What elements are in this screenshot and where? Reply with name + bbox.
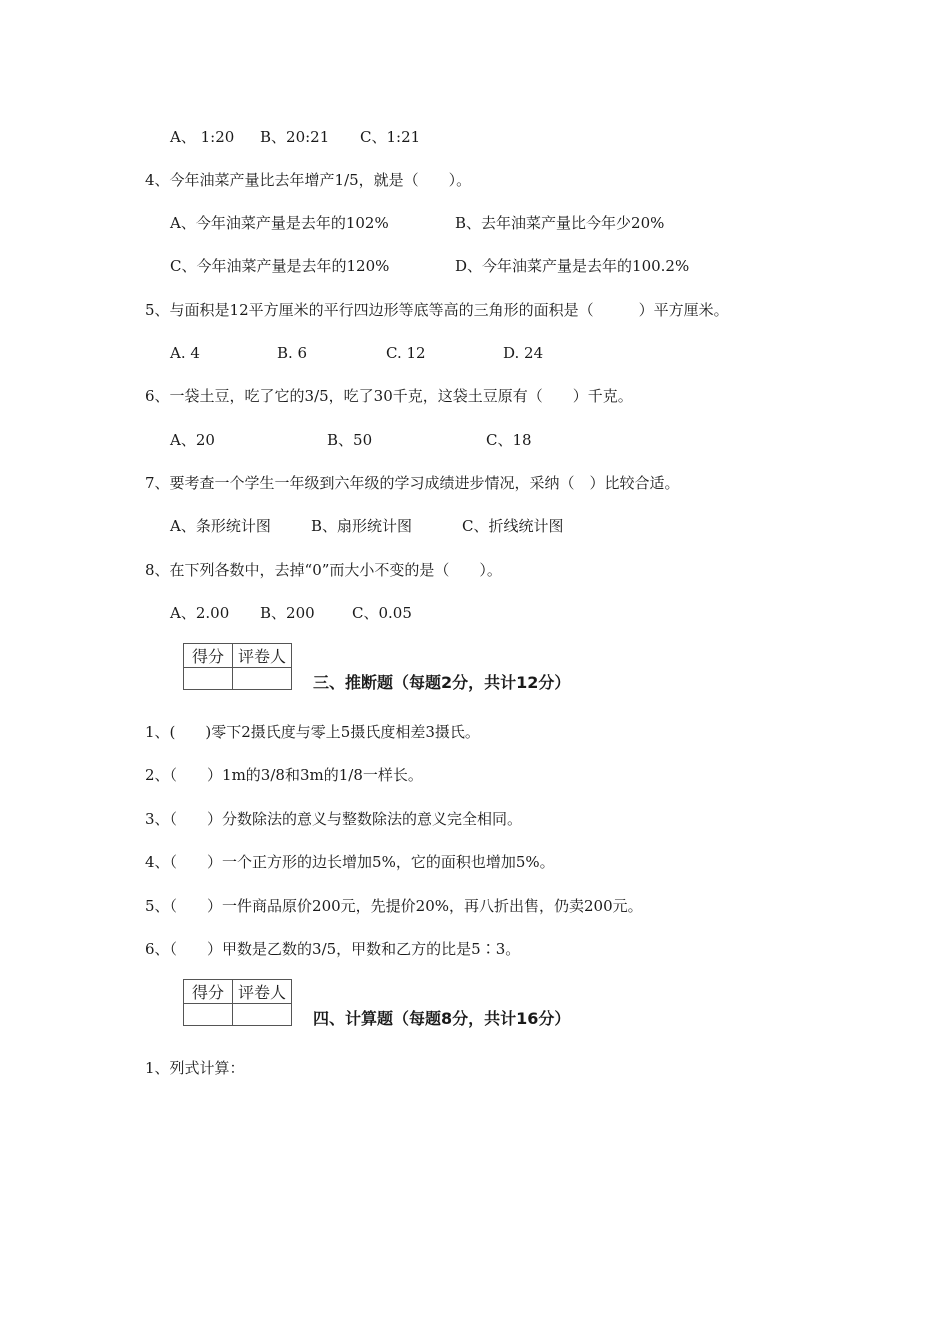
score-cell[interactable] xyxy=(184,1004,233,1026)
q8-text: 8、在下列各数中，去掉“0”而大小不变的是（ ）。 xyxy=(145,561,502,579)
q6-option-a: A、20 xyxy=(170,431,215,449)
q3-option-c: C、1:21 xyxy=(360,128,421,146)
grader-cell[interactable] xyxy=(233,1004,292,1026)
q4-option-a: A、今年油菜产量是去年的102% xyxy=(170,214,389,232)
q8-option-b: B、200 xyxy=(260,604,315,622)
score-cell[interactable] xyxy=(184,668,233,690)
q5-option-c: C. 12 xyxy=(386,344,426,362)
score-label: 得分 xyxy=(184,980,233,1004)
q6-option-c: C、18 xyxy=(486,431,532,449)
grader-label: 评卷人 xyxy=(233,644,292,668)
q5-option-a: A. 4 xyxy=(170,344,200,362)
q7-text: 7、要考查一个学生一年级到六年级的学习成绩进步情况，采纳（ ）比较合适。 xyxy=(145,474,680,492)
q4-option-b: B、去年油菜产量比今年少20% xyxy=(455,214,665,232)
q6-text: 6、一袋土豆，吃了它的3/5，吃了30千克，这袋土豆原有（ ）千克。 xyxy=(145,387,633,405)
section3-title: 三、推断题（每题2分，共计12分） xyxy=(313,673,571,692)
q5-option-d: D. 24 xyxy=(503,344,544,362)
grader-label: 评卷人 xyxy=(233,980,292,1004)
section3-item-1: 1、( )零下2摄氏度与零上5摄氏度相差3摄氏。 xyxy=(145,723,480,741)
q4-text: 4、今年油菜产量比去年增产1/5，就是（ ）。 xyxy=(145,171,472,189)
section3-item-2: 2、（ ）1m的3/8和3m的1/8一样长。 xyxy=(145,766,423,784)
q4-option-c: C、今年油菜产量是去年的120% xyxy=(170,257,390,275)
q8-option-a: A、2.00 xyxy=(170,604,230,622)
q3-option-b: B、20:21 xyxy=(260,128,330,146)
section3-item-4: 4、（ ）一个正方形的边长增加5%，它的面积也增加5%。 xyxy=(145,853,555,871)
section3-item-3: 3、（ ）分数除法的意义与整数除法的意义完全相同。 xyxy=(145,810,523,828)
section3-item-6: 6、（ ）甲数是乙数的3/5，甲数和乙方的比是5∶3。 xyxy=(145,940,521,958)
q7-option-a: A、条形统计图 xyxy=(170,517,271,535)
score-box-section4 xyxy=(183,979,292,1026)
q8-option-c: C、0.05 xyxy=(352,604,412,622)
section4-title: 四、计算题（每题8分，共计16分） xyxy=(313,1009,571,1028)
q6-option-b: B、50 xyxy=(327,431,373,449)
grader-cell[interactable] xyxy=(233,668,292,690)
section4-item-1: 1、列式计算： xyxy=(145,1059,245,1077)
score-label: 得分 xyxy=(184,644,233,668)
q7-option-b: B、扇形统计图 xyxy=(311,517,413,535)
score-box-section3 xyxy=(183,643,292,690)
q5-text: 5、与面积是12平方厘米的平行四边形等底等高的三角形的面积是（ ）平方厘米。 xyxy=(145,301,729,319)
q7-option-c: C、折线统计图 xyxy=(462,517,564,535)
q4-option-d: D、今年油菜产量是去年的100.2% xyxy=(455,257,690,275)
section3-item-5: 5、（ ）一件商品原价200元，先提价20%，再八折出售，仍卖200元。 xyxy=(145,897,643,915)
q5-option-b: B. 6 xyxy=(277,344,308,362)
q3-option-a: A、 1:20 xyxy=(170,128,235,146)
